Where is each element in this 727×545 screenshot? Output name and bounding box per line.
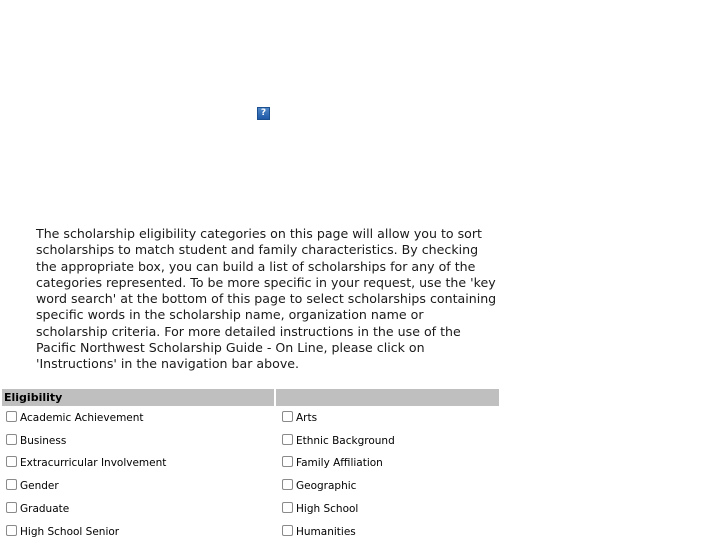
eligibility-header: Eligibility <box>2 389 276 406</box>
category-label: Geographic <box>296 480 357 493</box>
category-label: High School Senior <box>20 525 120 538</box>
category-cell <box>276 520 499 543</box>
category-cell <box>2 520 276 543</box>
graduate-checkbox[interactable] <box>6 502 17 513</box>
category-label: Humanities <box>296 525 356 538</box>
category-cell <box>276 497 499 520</box>
category-cell <box>276 406 499 429</box>
extracurricular-involvement-checkbox[interactable] <box>6 456 17 467</box>
category-label: Ethnic Background <box>296 434 395 447</box>
category-cell <box>2 474 276 497</box>
category-label: Business <box>20 434 67 447</box>
category-cell <box>276 452 499 475</box>
category-label: Arts <box>296 411 318 424</box>
high-school-checkbox[interactable] <box>282 502 293 513</box>
category-label: Family Affiliation <box>296 457 383 470</box>
business-checkbox[interactable] <box>6 434 17 445</box>
geographic-checkbox[interactable] <box>282 479 293 490</box>
category-label: Graduate <box>20 503 70 516</box>
intro-paragraph: The scholarship eligibility categories on this page will allow you to sort scholarships to match student and family characteristics. By checking the appropriate box, you can build a list of scholarships for any of the categories represented. To be more specific in your request, use the 'key word search' at the bottom of this page to select scholarships containing specific words in the scholarship name, organization name or scholarship criteria. For more detailed instructions in the use of the Pacific Northwest Scholarship Guide - On Line, please click on 'Instructions' in the navigation bar above. <box>36 226 497 372</box>
family-affiliation-checkbox[interactable] <box>282 456 293 467</box>
arts-checkbox[interactable] <box>282 411 293 422</box>
category-label: Academic Achievement <box>20 411 144 424</box>
eligibility-table <box>2 389 499 543</box>
category-cell <box>2 497 276 520</box>
eligibility-header-row <box>2 389 499 406</box>
table-row <box>2 474 499 497</box>
help-icon[interactable]: ? <box>257 107 270 120</box>
category-cell <box>276 429 499 452</box>
category-label: High School <box>296 503 359 516</box>
table-row <box>2 429 499 452</box>
academic-achievement-checkbox[interactable] <box>6 411 17 422</box>
ethnic-background-checkbox[interactable] <box>282 434 293 445</box>
table-row <box>2 520 499 543</box>
table-row <box>2 497 499 520</box>
high-school-senior-checkbox[interactable] <box>6 525 17 536</box>
table-row <box>2 406 499 429</box>
category-label: Extracurricular Involvement <box>20 457 167 470</box>
eligibility-header-blank <box>276 389 499 406</box>
category-cell <box>2 429 276 452</box>
category-cell <box>276 474 499 497</box>
category-label: Gender <box>20 480 59 493</box>
table-row <box>2 452 499 475</box>
category-cell <box>2 452 276 475</box>
humanities-checkbox[interactable] <box>282 525 293 536</box>
gender-checkbox[interactable] <box>6 479 17 490</box>
category-cell <box>2 406 276 429</box>
